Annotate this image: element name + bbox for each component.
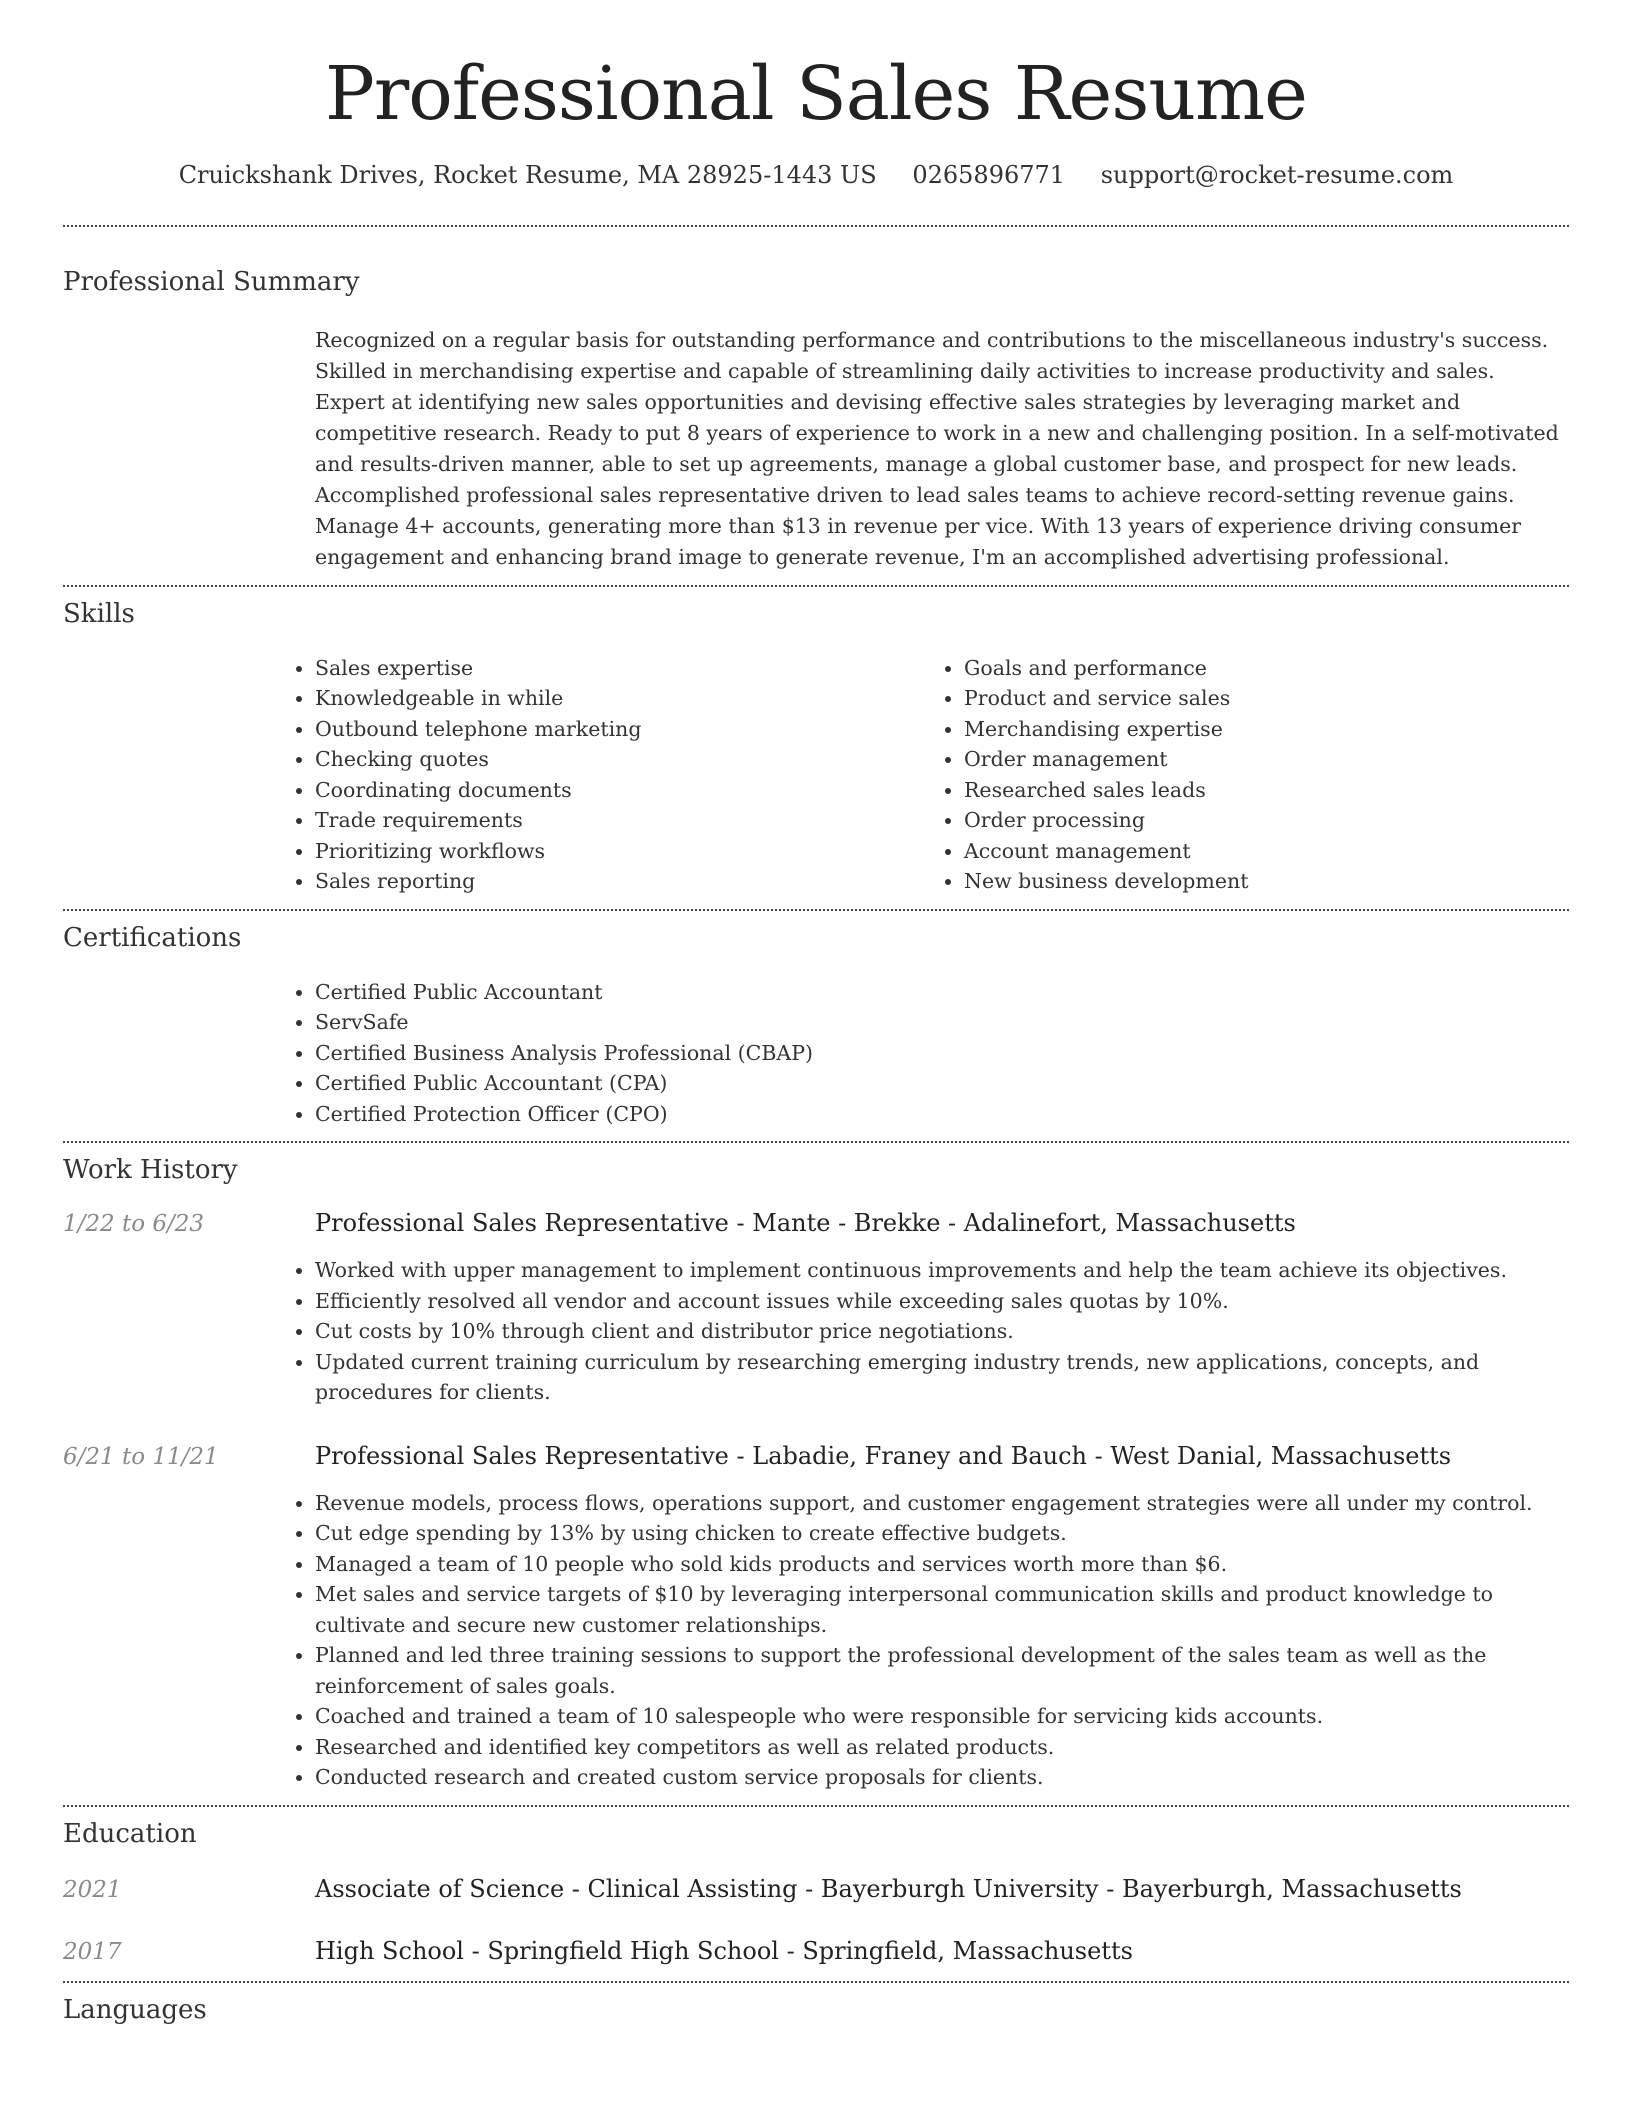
divider xyxy=(63,909,1569,911)
education-section xyxy=(0,1819,1632,1965)
education-title: High School - Springfield High School - Springfield, Massachusetts xyxy=(315,1936,1133,1965)
job-date: 6/21 to 11/21 xyxy=(63,1443,219,1470)
certifications-list xyxy=(271,977,1569,1130)
job-bullet: • Cut costs by 10% through client and distributor price negotiations. xyxy=(315,1316,1569,1347)
skill-item: • Knowledgeable in while xyxy=(315,683,920,714)
skill-item: • New business development xyxy=(964,866,1569,897)
certification-item: • Certified Business Analysis Professional (CBAP) xyxy=(315,1038,1569,1069)
job-bullet: • Revenue models, process flows, operations support, and customer engagement strategies were all under my control. xyxy=(315,1488,1569,1519)
skill-item: • Merchandising expertise xyxy=(964,714,1569,745)
education-date: 2021 xyxy=(63,1876,122,1903)
job-title: Professional Sales Representative - Labadie, Franey and Bauch - West Danial, Massachusetts xyxy=(315,1441,1452,1470)
certifications-body xyxy=(271,977,1569,1130)
skills-heading: Skills xyxy=(63,598,135,629)
skill-item: • Goals and performance xyxy=(964,653,1569,684)
job-bullets xyxy=(271,1488,1569,1793)
work-heading: Work History xyxy=(63,1155,238,1186)
skill-item: • Order management xyxy=(964,744,1569,775)
job-title: Professional Sales Representative - Mante - Brekke - Adalinefort, Massachusetts xyxy=(315,1209,1296,1238)
resume-header xyxy=(0,0,1632,189)
job-bullet: • Cut edge spending by 13% by using chicken to create effective budgets. xyxy=(315,1518,1569,1549)
certifications-heading: Certifications xyxy=(63,922,242,953)
education-entry xyxy=(63,1937,1569,1965)
divider xyxy=(63,225,1569,227)
certification-item: • Certified Protection Officer (CPO) xyxy=(315,1099,1569,1130)
skills-grid xyxy=(271,653,1569,897)
skill-item: • Product and service sales xyxy=(964,683,1569,714)
work-section xyxy=(0,1155,1632,1793)
skills-list-left xyxy=(271,653,920,897)
skill-item: • Account management xyxy=(964,836,1569,867)
skills-list-right xyxy=(920,653,1569,897)
certification-item: • ServSafe xyxy=(315,1007,1569,1038)
contact-email: support@rocket-resume.com xyxy=(1100,160,1454,189)
education-heading: Education xyxy=(63,1818,197,1849)
skill-item: • Order processing xyxy=(964,805,1569,836)
certification-item: • Certified Public Accountant (CPA) xyxy=(315,1068,1569,1099)
skill-item: • Outbound telephone marketing xyxy=(315,714,920,745)
education-entry xyxy=(63,1875,1569,1903)
languages-section xyxy=(0,1995,1632,2025)
skill-item: • Checking quotes xyxy=(315,744,920,775)
education-title: Associate of Science - Clinical Assisting - Bayerburgh University - Bayerburgh, Massachusetts xyxy=(315,1874,1462,1903)
certifications-section xyxy=(0,923,1632,1130)
summary-section xyxy=(0,267,1632,573)
certification-item: • Certified Public Accountant xyxy=(315,977,1569,1008)
contact-line xyxy=(0,161,1632,189)
skill-item: • Sales reporting xyxy=(315,866,920,897)
job-header xyxy=(63,1209,1569,1237)
job-bullet: • Coached and trained a team of 10 salespeople who were responsible for servicing kids accounts. xyxy=(315,1701,1569,1732)
contact-address: Cruickshank Drives, Rocket Resume, MA 28925-1443 US xyxy=(178,160,877,189)
contact-phone: 0265896771 xyxy=(912,160,1066,189)
skill-item: • Researched sales leads xyxy=(964,775,1569,806)
job-bullet: • Updated current training curriculum by researching emerging industry trends, new applications, concepts, and procedures for clients. xyxy=(315,1347,1569,1408)
job-entry xyxy=(63,1442,1569,1793)
skill-item: • Prioritizing workflows xyxy=(315,836,920,867)
job-bullet: • Met sales and service targets of $10 by leveraging interpersonal communication skills and product knowledge to cultivate and secure new customer relationships. xyxy=(315,1579,1569,1640)
skills-section xyxy=(0,599,1632,897)
job-bullet: • Conducted research and created custom service proposals for clients. xyxy=(315,1762,1569,1793)
education-date: 2017 xyxy=(63,1938,122,1965)
divider xyxy=(63,1141,1569,1143)
divider xyxy=(63,1981,1569,1983)
skill-item: • Sales expertise xyxy=(315,653,920,684)
job-bullet: • Planned and led three training sessions to support the professional development of the sales team as well as the reinforcement of sales goals. xyxy=(315,1640,1569,1701)
job-bullet: • Researched and identified key competitors as well as related products. xyxy=(315,1732,1569,1763)
divider xyxy=(63,585,1569,587)
job-bullet: • Worked with upper management to implement continuous improvements and help the team achieve its objectives. xyxy=(315,1255,1569,1286)
job-bullet: • Efficiently resolved all vendor and account issues while exceeding sales quotas by 10%. xyxy=(315,1286,1569,1317)
skill-item: • Coordinating documents xyxy=(315,775,920,806)
job-entry xyxy=(63,1209,1569,1408)
languages-heading: Languages xyxy=(63,1994,207,2025)
summary-heading: Professional Summary xyxy=(63,266,360,297)
skill-item: • Trade requirements xyxy=(315,805,920,836)
job-date: 1/22 to 6/23 xyxy=(63,1211,205,1238)
job-bullet: • Managed a team of 10 people who sold kids products and services worth more than $6. xyxy=(315,1549,1569,1580)
divider xyxy=(63,1805,1569,1807)
job-bullets xyxy=(271,1255,1569,1408)
summary-text: Recognized on a regular basis for outstanding performance and contributions to the miscellaneous industry's success. Skilled in merchandising expertise and capable of streamlining daily activities to increase productivity and sales. Expert at identifying new sales opportunities and devising effective sales strategies by leveraging market and competitive research. Ready to put 8 years of experience to work in a new and challenging position. In a self-motivated and results-driven manner, able to set up agreements, manage a global customer base, and prospect for new leads. Accomplished professional sales representative driven to lead sales teams to achieve record-setting revenue gains. Manage 4+ accounts, generating more than $13 in revenue per vice. With 13 years of experience driving consumer engagement and enhancing brand image to generate revenue, I'm an accomplished advertising professional. xyxy=(315,327,1559,569)
job-header xyxy=(63,1442,1569,1470)
resume-title: Professional Sales Resume xyxy=(325,51,1307,137)
